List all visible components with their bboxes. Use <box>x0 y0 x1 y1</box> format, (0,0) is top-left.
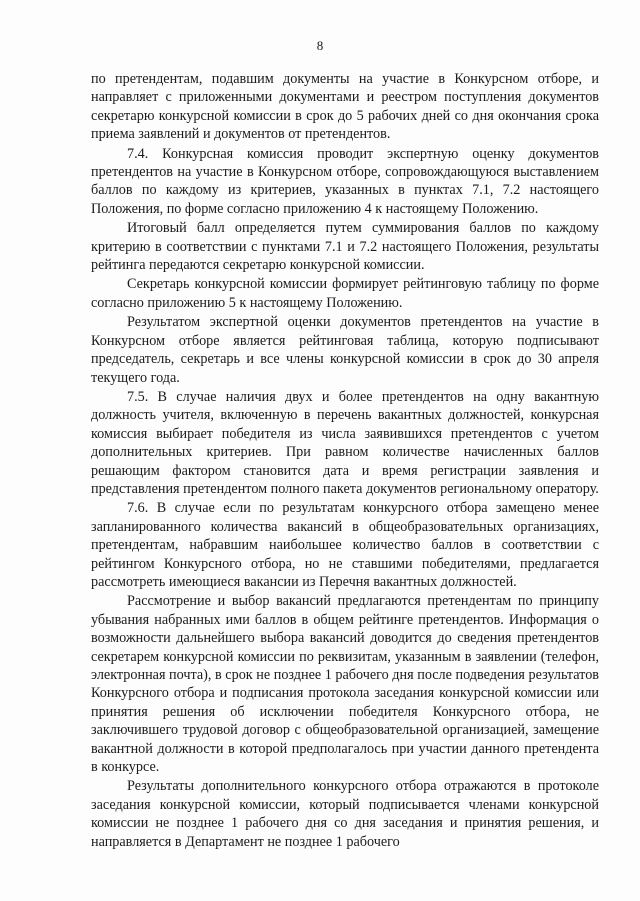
paragraph-7-6: 7.6. В случае если по результатам конкурсного отбора замещено менее запланированного количества вакансий в общеобразовательных организациях, претендентам, набравшим наибольшее количество баллов в соответствии с рейтингом Конкурсного отбора, но не ставшими победителями, предлагается рассмотреть имеющиеся вакансии из Перечня вакантных должностей. <box>91 500 599 590</box>
document-body <box>91 70 599 852</box>
paragraph-final-score: Итоговый балл определяется путем суммирования баллов по каждому критерию в соответствии с пунктами 7.1 и 7.2 настоящего Положения, результаты рейтинга передаются секретарю конкурсной комиссии. <box>91 220 599 274</box>
paragraph-vacancy-selection: Рассмотрение и выбор вакансий предлагаются претендентам по принципу убывания набранных ими баллов в общем рейтинге претендентов. Информация о возможности дальнейшего выбора вакансий доводится до сведения претендентов секретарем конкурсной комиссии по реквизитам, указанным в заявлении (телефон, электронная почта), в срок не позднее 1 рабочего дня после подведения результатов Конкурсного отбора и подписания протокола заседания конкурсной комиссии или принятия решения об исключении победителя Конкурсного отбора, не заключившего трудовой договор с общеобразовательной организацией, замещение вакантной должности в которой предполагалось при участии данного претендента в конкурсе. <box>91 593 599 776</box>
paragraph-7-4: 7.4. Конкурсная комиссия проводит экспертную оценку документов претендентов на участие в Конкурсном отборе, сопровождающуюся выставлением баллов по каждому из критериев, указанных в пунктах 7.1, 7.2 настоящего Положения, по форме согласно приложению 4 к настоящему Положению. <box>91 145 599 217</box>
page-number: 8 <box>316 38 324 53</box>
paragraph-additional-results: Результаты дополнительного конкурсного отбора отражаются в протоколе заседания конкурсной комиссии, который подписывается членами конкурсной комиссии не позднее 1 рабочего дня со дня заседания и принятия решения, и направляется в Департамент не позднее 1 рабочего <box>91 778 599 850</box>
paragraph-rating-table: Результатом экспертной оценки документов претендентов на участие в Конкурсном отборе является рейтинговая таблица, которую подписывают председатель, секретарь и все члены конкурсной комиссии в срок до 30 апреля текущего года. <box>91 314 599 386</box>
paragraph-7-5: 7.5. В случае наличия двух и более претендентов на одну вакантную должность учителя, включенную в перечень вакантных должностей, конкурсная комиссия выбирает победителя из числа заявившихся претендентов с учетом дополнительных критериев. При равном количестве начисленных баллов решающим фактором становится дата и время регистрации заявления и представления претендентом полного пакета документов региональному оператору. <box>91 388 599 497</box>
paragraph-continuation: по претендентам, подавшим документы на участие в Конкурсном отборе, и направляет с приложенными документами и реестром поступления документов секретарю конкурсной комиссии в срок до 5 рабочих дней со дня окончания срока приема заявлений и документов от претендентов. <box>91 71 599 143</box>
paragraph-secretary-table: Секретарь конкурсной комиссии формирует рейтинговую таблицу по форме согласно приложению 5 к настоящему Положению. <box>91 276 599 311</box>
